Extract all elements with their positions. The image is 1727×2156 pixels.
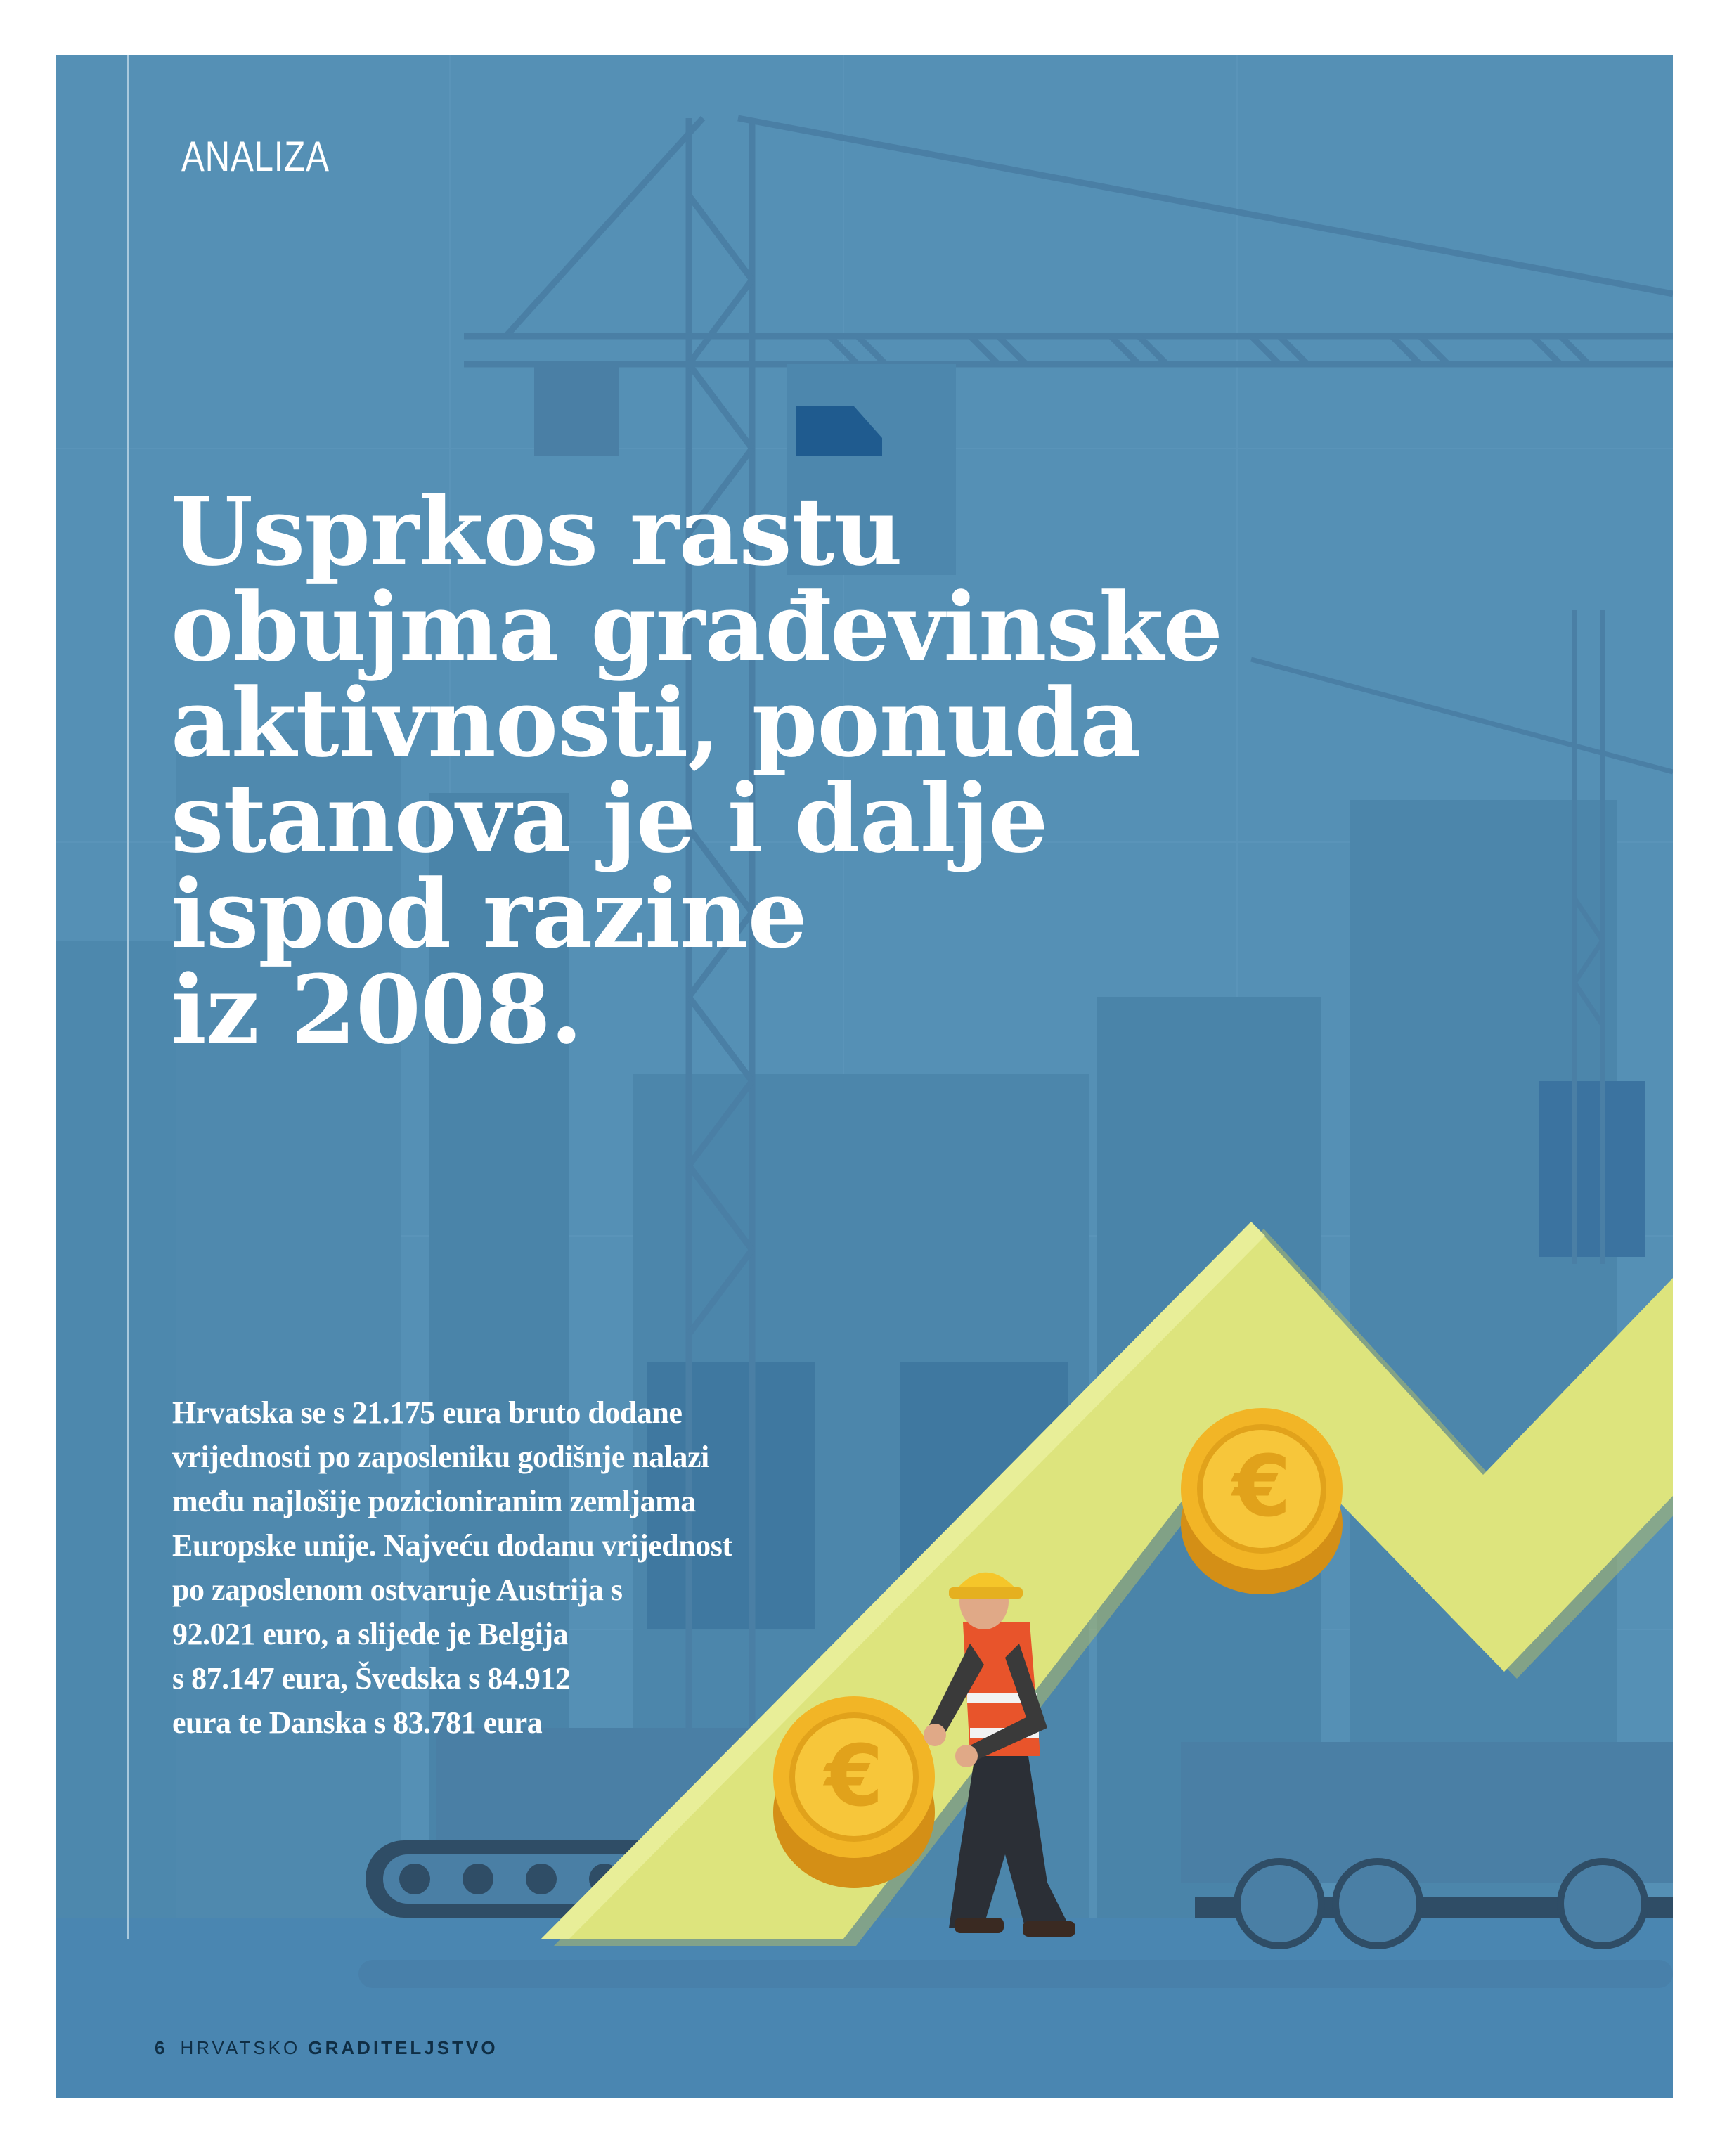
crane-counterweight xyxy=(534,364,619,456)
lede-line: eura te Danska s 83.781 eura xyxy=(172,1705,543,1740)
headline-line: ispod razine xyxy=(171,858,807,969)
page-number: 6 xyxy=(155,2037,168,2058)
lede-line: 92.021 euro, a slijede je Belgija xyxy=(172,1617,569,1651)
lede-line: po zaposlenom ostvaruje Austrija s xyxy=(172,1573,623,1607)
construction-illustration xyxy=(56,55,1673,2098)
lede-line: među najlošije pozicioniranim zemljama xyxy=(172,1484,696,1518)
lede-line: vrijednosti po zaposleniku godišnje nalazi xyxy=(172,1440,709,1474)
headline-line: stanova je i dalje xyxy=(171,763,1048,874)
svg-text:€: € xyxy=(824,1728,884,1826)
ground xyxy=(56,1918,1673,2098)
magazine-name-bold: GRADITELJSTVO xyxy=(308,2037,498,2058)
lede-line: Europske unije. Najveću dodanu vrijednost xyxy=(172,1528,732,1563)
svg-text:€: € xyxy=(1232,1438,1291,1536)
headline-line: iz 2008. xyxy=(171,954,583,1065)
headline-line: Usprkos rastu xyxy=(171,476,903,587)
headline-line: aktivnosti, ponuda xyxy=(171,667,1141,778)
lede-line: Hrvatska se s 21.175 eura bruto dodane xyxy=(172,1395,683,1430)
article-page xyxy=(56,55,1673,2098)
section-label: ANALIZA xyxy=(181,133,330,180)
magazine-name-light: HRVATSKO xyxy=(180,2037,301,2058)
page-footer xyxy=(155,2037,498,2059)
margin-rule xyxy=(127,55,129,1939)
truck-icon xyxy=(1181,1742,1673,1946)
lede-paragraph xyxy=(172,1390,945,1745)
headline-line: obujma građevinske xyxy=(171,572,1223,683)
lede-line: s 87.147 eura, Švedska s 84.912 xyxy=(172,1661,571,1696)
euro-coin-icon xyxy=(1181,1408,1343,1594)
headline xyxy=(171,476,1661,1065)
ground-shadow xyxy=(358,1960,1673,1988)
